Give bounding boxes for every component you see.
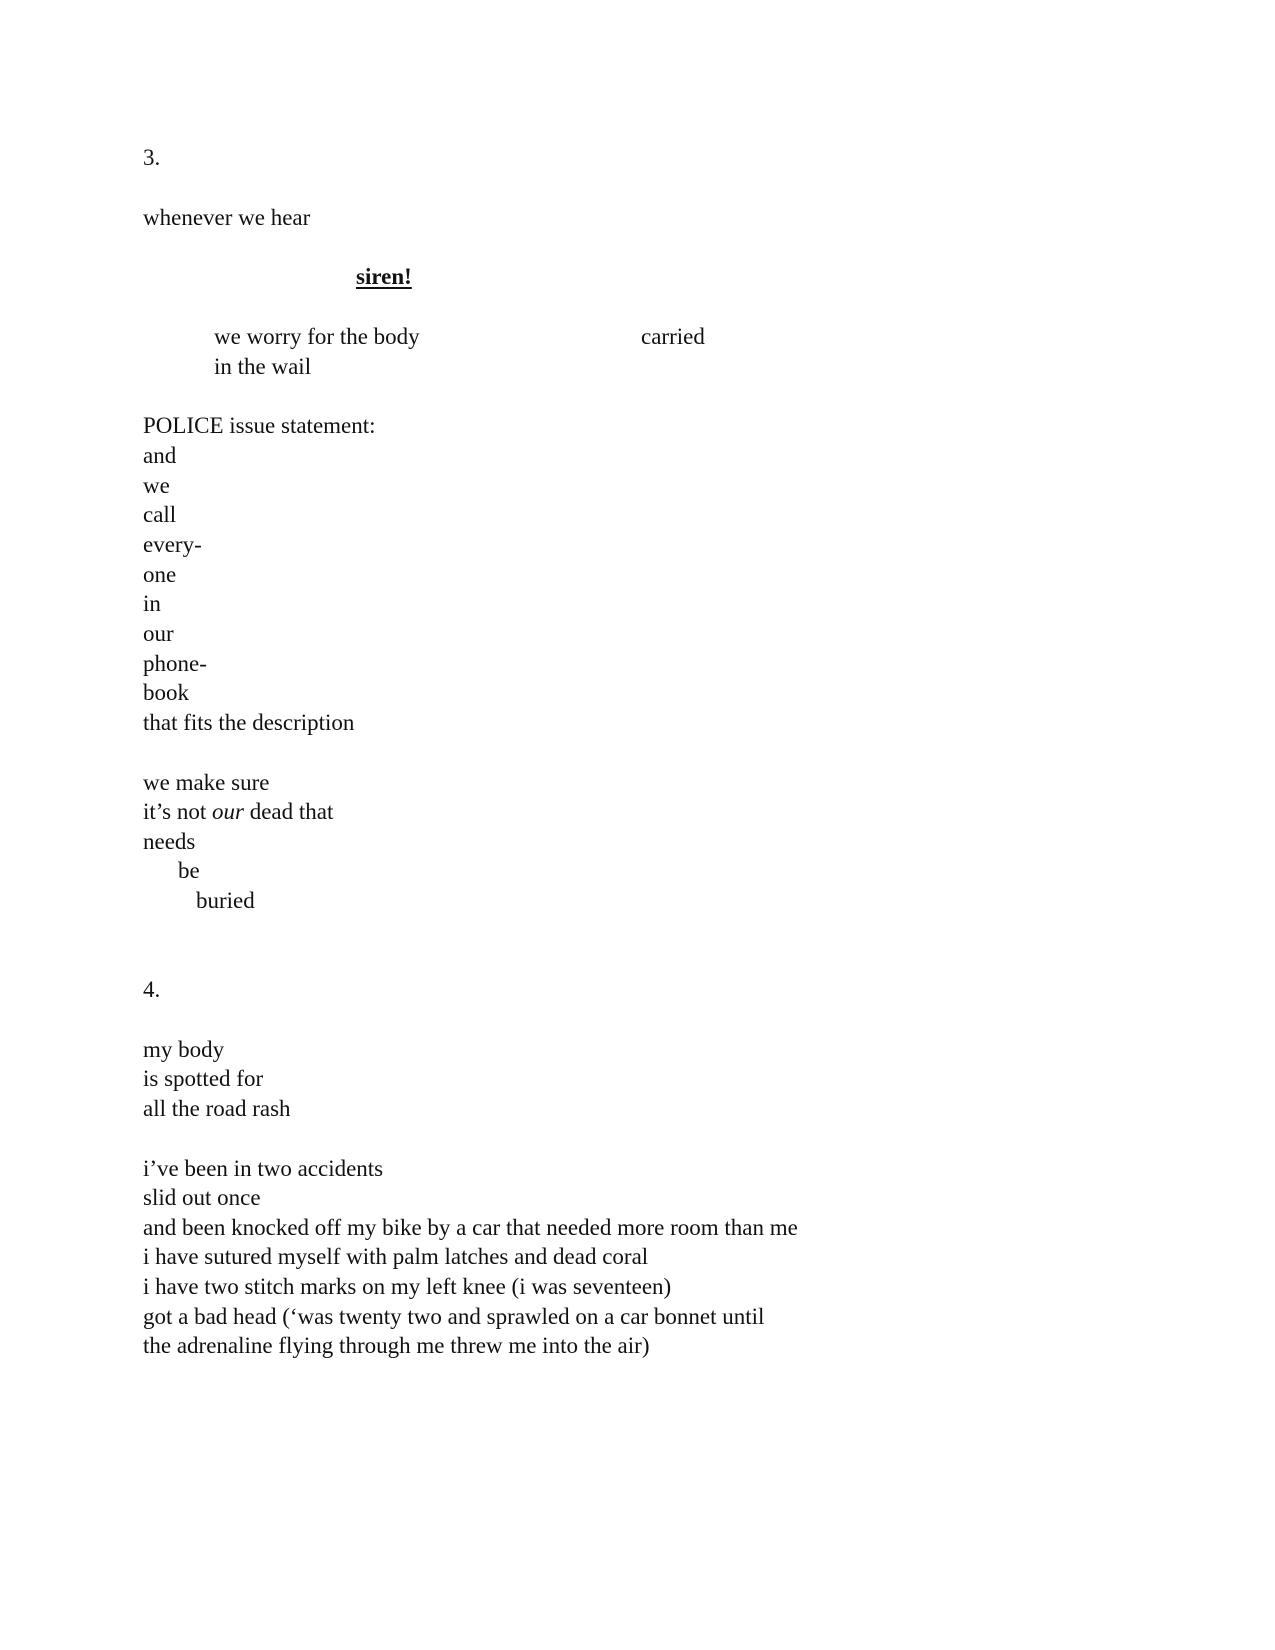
poem-line: is spotted for — [143, 1066, 264, 1091]
section-number-3: 3. — [143, 145, 161, 170]
poem-column-word: book — [143, 680, 189, 705]
poem-word-siren: siren! — [356, 264, 412, 289]
poem-column-word: phone- — [143, 651, 207, 676]
poem-column-word: in — [143, 591, 161, 616]
poem-text: it’s not — [143, 799, 213, 824]
poem-line: slid out once — [143, 1185, 261, 1210]
poem-line: i’ve been in two accidents — [143, 1156, 384, 1181]
poem-line-needs: needs — [143, 829, 196, 854]
poem-line: all the road rash — [143, 1096, 291, 1121]
poem-line: i have two stitch marks on my left knee (i was seventeen) — [143, 1274, 672, 1299]
poem-line-buried: buried — [196, 888, 255, 913]
poem-line: my body — [143, 1037, 225, 1062]
poem-column-word: and — [143, 443, 177, 468]
poem-line: and been knocked off my bike by a car that needed more room than me — [143, 1215, 798, 1240]
poem-column-word: we — [143, 473, 170, 498]
section-number-4: 4. — [143, 977, 161, 1002]
poem-column-word: every- — [143, 532, 202, 557]
poem-line: i have sutured myself with palm latches and dead coral — [143, 1244, 649, 1269]
poem-column-word: one — [143, 562, 177, 587]
poem-line: the adrenaline flying through me threw me into the air) — [143, 1333, 650, 1358]
poem-column-word: our — [143, 621, 174, 646]
poem-line-fits: that fits the description — [143, 710, 355, 735]
poem-line-make-sure: we make sure — [143, 770, 270, 795]
poem-line-be: be — [178, 858, 200, 883]
poem-word-carried: carried — [641, 324, 705, 349]
poem-column-word: call — [143, 502, 177, 527]
poem-line-worry: we worry for the body — [214, 324, 420, 349]
poem-text: dead that — [243, 799, 334, 824]
poem-line-not-our-dead — [143, 797, 333, 827]
poem-line-whenever: whenever we hear — [143, 205, 311, 230]
poem-line-police: POLICE issue statement: — [143, 413, 376, 438]
poem-emphasis-our: our — [212, 799, 244, 824]
poem-line: got a bad head (‘was twenty two and sprawled on a car bonnet until — [143, 1304, 765, 1329]
poem-line-wail: in the wail — [214, 354, 312, 379]
